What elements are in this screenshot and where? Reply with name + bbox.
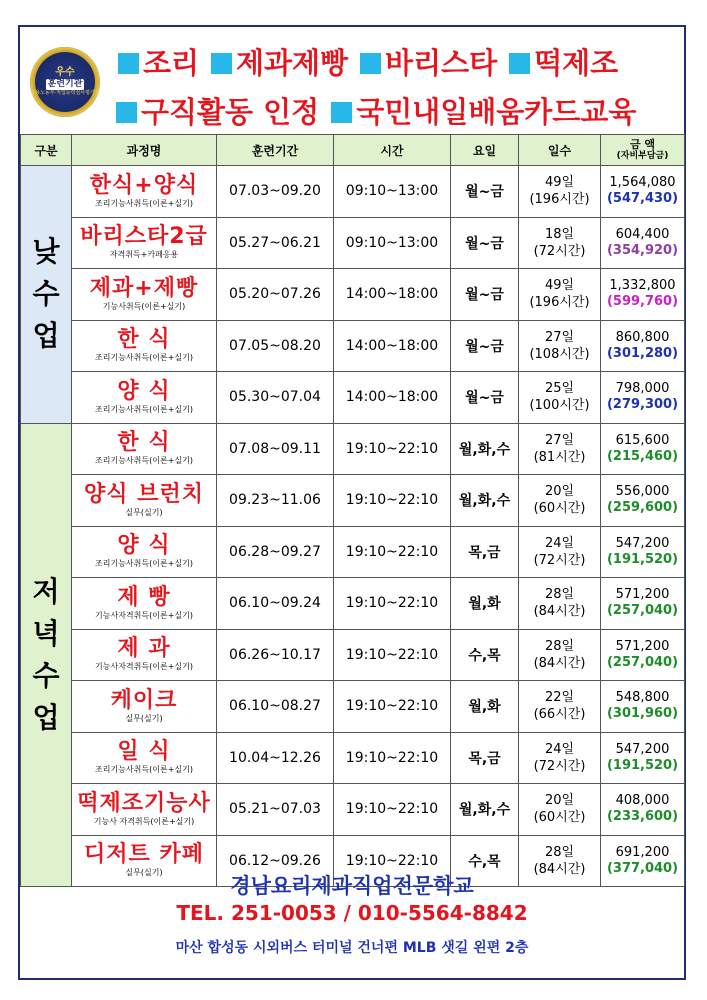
table-row [21, 629, 685, 681]
period-cell [217, 320, 334, 372]
hour-count: (72시간) [533, 758, 586, 774]
price-cell [601, 372, 685, 424]
course-price: 571,200 [615, 638, 670, 654]
hour-count: (66시간) [533, 707, 586, 723]
price-cell [601, 681, 685, 733]
course-name-cell [72, 629, 217, 681]
time-cell [334, 629, 451, 681]
day-of-week: 월~금 [465, 338, 504, 355]
class-time: 19:10~22:10 [345, 543, 439, 560]
table-row [21, 732, 685, 784]
course-price: 1,564,080 [609, 175, 676, 191]
self-pay-amount: (547,430) [606, 191, 679, 207]
course-name-cell [72, 526, 217, 578]
days-cell [519, 732, 601, 784]
day-count: 27일 [544, 329, 575, 345]
period-cell [217, 578, 334, 630]
days-cell [519, 526, 601, 578]
time-cell [334, 784, 451, 836]
price-cell [601, 475, 685, 527]
course-note: 자격취득+카페응용 [109, 250, 179, 260]
course-name: 바리스타2급 [80, 224, 208, 250]
training-period: 07.05~08.20 [229, 337, 321, 354]
day-count: 20일 [544, 484, 575, 500]
table-row [21, 784, 685, 836]
time-cell [334, 372, 451, 424]
table-row [21, 423, 685, 475]
course-price: 1,332,800 [609, 278, 676, 294]
course-tag-barista: 바리스타 [385, 46, 498, 80]
course-name-cell [72, 784, 217, 836]
course-note: 조리기능사취득(이론+실기) [95, 456, 193, 466]
hour-count: (60시간) [533, 501, 586, 517]
course-name: 한식+양식 [89, 172, 199, 198]
course-name: 제 과 [117, 636, 171, 662]
course-name-cell [72, 423, 217, 475]
period-cell [217, 681, 334, 733]
self-pay-amount: (279,300) [606, 397, 679, 413]
dow-cell [451, 372, 519, 424]
square-bullet-icon [116, 102, 137, 123]
training-period: 09.23~11.06 [229, 492, 321, 509]
price-cell [601, 526, 685, 578]
time-cell [334, 681, 451, 733]
dow-cell [451, 166, 519, 218]
dow-cell [451, 578, 519, 630]
class-time: 19:10~22:10 [345, 440, 439, 457]
day-count: 24일 [544, 741, 575, 757]
day-of-week: 월,화,수 [458, 802, 511, 819]
course-note: 기능사자격취득(이론+실기) [95, 662, 193, 672]
course-note: 기능사취득(이론+실기) [102, 301, 186, 311]
course-note: 조리기능사취득(이론+실기) [95, 404, 193, 414]
period-cell [217, 217, 334, 269]
square-bullet-icon [211, 53, 232, 74]
table-row [21, 269, 685, 321]
price-cell [601, 629, 685, 681]
course-tag-cooking: 조리 [143, 46, 200, 80]
period-cell [217, 526, 334, 578]
course-name-cell [72, 732, 217, 784]
course-name-cell [72, 269, 217, 321]
course-price: 798,000 [615, 381, 670, 397]
course-name: 케이크 [110, 687, 178, 713]
day-of-week: 월,화,수 [458, 493, 511, 510]
time-cell [334, 578, 451, 630]
hour-count: (84시간) [533, 604, 586, 620]
dow-cell [451, 629, 519, 681]
time-cell [334, 475, 451, 527]
course-price: 860,800 [615, 329, 670, 345]
course-name-cell [72, 166, 217, 218]
table-row [21, 166, 685, 218]
period-cell [217, 784, 334, 836]
days-cell [519, 784, 601, 836]
course-note: 기능사자격취득(이론+실기) [95, 610, 193, 620]
dow-cell [451, 269, 519, 321]
day-of-week: 월,화 [468, 699, 501, 716]
day-count: 28일 [544, 638, 575, 654]
hour-count: (72시간) [533, 243, 586, 259]
day-of-week: 수,목 [468, 853, 501, 870]
days-cell [519, 372, 601, 424]
table-row [21, 681, 685, 733]
hour-count: (81시간) [533, 449, 586, 465]
table-row [21, 475, 685, 527]
hour-count: (196시간) [529, 295, 590, 311]
price-cell [601, 784, 685, 836]
hour-count: (72시간) [533, 552, 586, 568]
day-of-week: 월~금 [465, 287, 504, 304]
table-row [21, 320, 685, 372]
course-price: 547,200 [615, 535, 670, 551]
hour-count: (84시간) [533, 861, 586, 877]
course-tag-bakery: 제과제빵 [236, 46, 349, 80]
course-price: 408,000 [615, 793, 670, 809]
course-name: 제과+제빵 [89, 275, 199, 301]
day-count: 28일 [544, 844, 575, 860]
training-period: 05.27~06.21 [229, 234, 321, 251]
course-name: 디저트 카페 [84, 842, 204, 868]
self-pay-amount: (301,280) [606, 345, 679, 361]
badge-top-text: 우수 [55, 67, 75, 78]
self-pay-amount: (354,920) [606, 242, 679, 258]
hour-count: (196시간) [529, 192, 590, 208]
day-of-week: 월~금 [465, 390, 504, 407]
period-cell [217, 732, 334, 784]
course-name-cell [72, 372, 217, 424]
period-cell [217, 372, 334, 424]
period-cell [217, 423, 334, 475]
col-header-price [601, 135, 685, 166]
course-note: 기능사 자격취득(이론+실기) [93, 816, 195, 826]
col-header-category: 구분 [21, 135, 72, 166]
dow-cell [451, 320, 519, 372]
course-price: 548,800 [615, 690, 670, 706]
day-count: 49일 [544, 175, 575, 191]
hour-count: (108시간) [529, 346, 590, 362]
self-pay-amount: (191,520) [606, 551, 679, 567]
class-time: 09:10~13:00 [345, 183, 439, 200]
course-name-cell [72, 217, 217, 269]
time-cell [334, 732, 451, 784]
course-name: 제 빵 [117, 584, 171, 610]
table-row [21, 526, 685, 578]
telephone: TEL. 251-0053 / 010-5564-8842 [176, 901, 528, 925]
hour-count: (100시간) [529, 398, 590, 414]
dow-cell [451, 526, 519, 578]
group-day-class: 낮 수 업 [21, 166, 72, 424]
price-cell [601, 423, 685, 475]
table-header-row [21, 135, 685, 166]
training-period: 05.30~07.04 [229, 389, 321, 406]
class-time: 19:10~22:10 [345, 698, 439, 715]
course-name-cell [72, 475, 217, 527]
school-name: 경남요리제과직업전문학교 [230, 874, 474, 898]
day-count: 28일 [544, 587, 575, 603]
self-pay-amount: (233,600) [606, 809, 679, 825]
header-line-2 [116, 90, 636, 131]
dow-cell [451, 475, 519, 527]
course-note: 실무(실기) [125, 507, 163, 517]
square-bullet-icon [509, 53, 530, 74]
table-row [21, 372, 685, 424]
course-note: 실무(실기) [125, 868, 163, 878]
day-of-week: 월,화,수 [458, 441, 511, 458]
training-period: 07.03~09.20 [229, 183, 321, 200]
price-cell [601, 166, 685, 218]
training-period: 06.26~10.17 [229, 646, 321, 663]
course-price: 547,200 [615, 741, 670, 757]
course-name: 양 식 [117, 533, 171, 559]
day-of-week: 월~금 [465, 184, 504, 201]
class-time: 19:10~22:10 [345, 492, 439, 509]
day-count: 25일 [544, 381, 575, 397]
col-header-time: 시간 [334, 135, 451, 166]
col-header-period: 훈련기간 [217, 135, 334, 166]
self-pay-amount: (257,040) [606, 603, 679, 619]
days-cell [519, 269, 601, 321]
class-time: 09:10~13:00 [345, 234, 439, 251]
day-count: 20일 [544, 793, 575, 809]
period-cell [217, 269, 334, 321]
course-note: 조리기능사취득(이론+실기) [95, 765, 193, 775]
class-time: 19:10~22:10 [345, 852, 439, 869]
training-period: 05.21~07.03 [229, 801, 321, 818]
class-time: 19:10~22:10 [345, 749, 439, 766]
badge-middle-text: 훈련기관 [47, 79, 83, 89]
table-row [21, 217, 685, 269]
course-name-cell [72, 681, 217, 733]
col-header-course: 과정명 [72, 135, 217, 166]
square-bullet-icon [360, 53, 381, 74]
days-cell [519, 475, 601, 527]
group-evening-class: 저 녁 수 업 [21, 423, 72, 887]
badge-bottom-text: 고용노동부·직업능력심사평가원 [30, 90, 100, 96]
course-note: 조리기능사취득(이론+실기) [95, 559, 193, 569]
course-price: 615,600 [615, 432, 670, 448]
day-of-week: 목,금 [468, 750, 501, 767]
days-cell [519, 217, 601, 269]
course-price: 571,200 [615, 587, 670, 603]
course-name: 떡제조기능사 [77, 790, 211, 816]
price-cell [601, 217, 685, 269]
national-card-education: 국민내일배움카드교육 [356, 95, 637, 129]
day-of-week: 목,금 [468, 544, 501, 561]
col-header-days: 일수 [519, 135, 601, 166]
training-period: 06.10~09.24 [229, 595, 321, 612]
price-header-label: 금 액 [629, 138, 656, 151]
course-name-cell [72, 320, 217, 372]
self-pay-amount: (599,760) [606, 294, 679, 310]
dow-cell [451, 732, 519, 784]
day-count: 24일 [544, 535, 575, 551]
class-time: 19:10~22:10 [345, 646, 439, 663]
dow-cell [451, 681, 519, 733]
dow-cell [451, 784, 519, 836]
square-bullet-icon [331, 102, 352, 123]
period-cell [217, 629, 334, 681]
day-count: 18일 [544, 226, 575, 242]
course-price: 691,200 [615, 844, 670, 860]
days-cell [519, 166, 601, 218]
poster-footer [20, 868, 684, 978]
job-search-recognition: 구직활동 인정 [141, 95, 320, 129]
time-cell [334, 320, 451, 372]
time-cell [334, 166, 451, 218]
course-note: 조리기능사취득(이론+실기) [95, 353, 193, 363]
day-count: 22일 [544, 690, 575, 706]
period-cell [217, 475, 334, 527]
course-name: 일 식 [117, 739, 171, 765]
days-cell [519, 423, 601, 475]
dow-cell [451, 217, 519, 269]
training-period: 05.20~07.26 [229, 286, 321, 303]
days-cell [519, 681, 601, 733]
day-count: 49일 [544, 278, 575, 294]
course-note: 실무(실기) [125, 713, 163, 723]
training-period: 06.12~09.26 [229, 852, 321, 869]
days-cell [519, 320, 601, 372]
price-cell [601, 732, 685, 784]
day-of-week: 월~금 [465, 235, 504, 252]
time-cell [334, 217, 451, 269]
class-time: 19:10~22:10 [345, 801, 439, 818]
class-time: 19:10~22:10 [345, 595, 439, 612]
square-bullet-icon [118, 53, 139, 74]
period-cell [217, 166, 334, 218]
dow-cell [451, 423, 519, 475]
self-pay-amount: (215,460) [606, 448, 679, 464]
course-tag-ricecake: 떡제조 [534, 46, 619, 80]
day-count: 27일 [544, 432, 575, 448]
self-pay-amount: (257,040) [606, 654, 679, 670]
day-of-week: 월,화 [468, 596, 501, 613]
course-name: 한 식 [117, 430, 171, 456]
class-time: 14:00~18:00 [345, 286, 439, 303]
course-price: 556,000 [615, 484, 670, 500]
training-period: 07.08~09.11 [229, 440, 321, 457]
self-pay-amount: (301,960) [606, 706, 679, 722]
hour-count: (84시간) [533, 655, 586, 671]
price-cell [601, 269, 685, 321]
header-line-1 [118, 41, 618, 82]
course-name: 양 식 [117, 378, 171, 404]
class-time: 14:00~18:00 [345, 389, 439, 406]
self-pay-header-label: (자비부담금) [616, 151, 669, 161]
course-name-cell [72, 578, 217, 630]
class-time: 14:00~18:00 [345, 337, 439, 354]
address: 마산 합성동 시외버스 터미널 건너편 MLB 샛길 왼편 2층 [175, 940, 529, 956]
days-cell [519, 629, 601, 681]
table-row [21, 578, 685, 630]
course-name: 양식 브런치 [84, 481, 204, 507]
course-note: 조리기능사취득(이론+실기) [95, 198, 193, 208]
course-table [20, 134, 685, 887]
price-cell [601, 320, 685, 372]
hour-count: (60시간) [533, 810, 586, 826]
time-cell [334, 526, 451, 578]
self-pay-amount: (191,520) [606, 757, 679, 773]
price-cell [601, 578, 685, 630]
time-cell [334, 423, 451, 475]
course-name: 한 식 [117, 327, 171, 353]
day-of-week: 수,목 [468, 647, 501, 664]
time-cell [334, 269, 451, 321]
course-price: 604,400 [615, 226, 670, 242]
training-period: 06.10~08.27 [229, 698, 321, 715]
days-cell [519, 578, 601, 630]
excellence-badge-icon [30, 47, 100, 117]
col-header-dow: 요일 [451, 135, 519, 166]
self-pay-amount: (259,600) [606, 500, 679, 516]
training-period: 10.04~12.26 [229, 749, 321, 766]
poster-header [20, 27, 684, 133]
self-pay-amount: (377,040) [606, 860, 679, 876]
training-period: 06.28~09.27 [229, 543, 321, 560]
